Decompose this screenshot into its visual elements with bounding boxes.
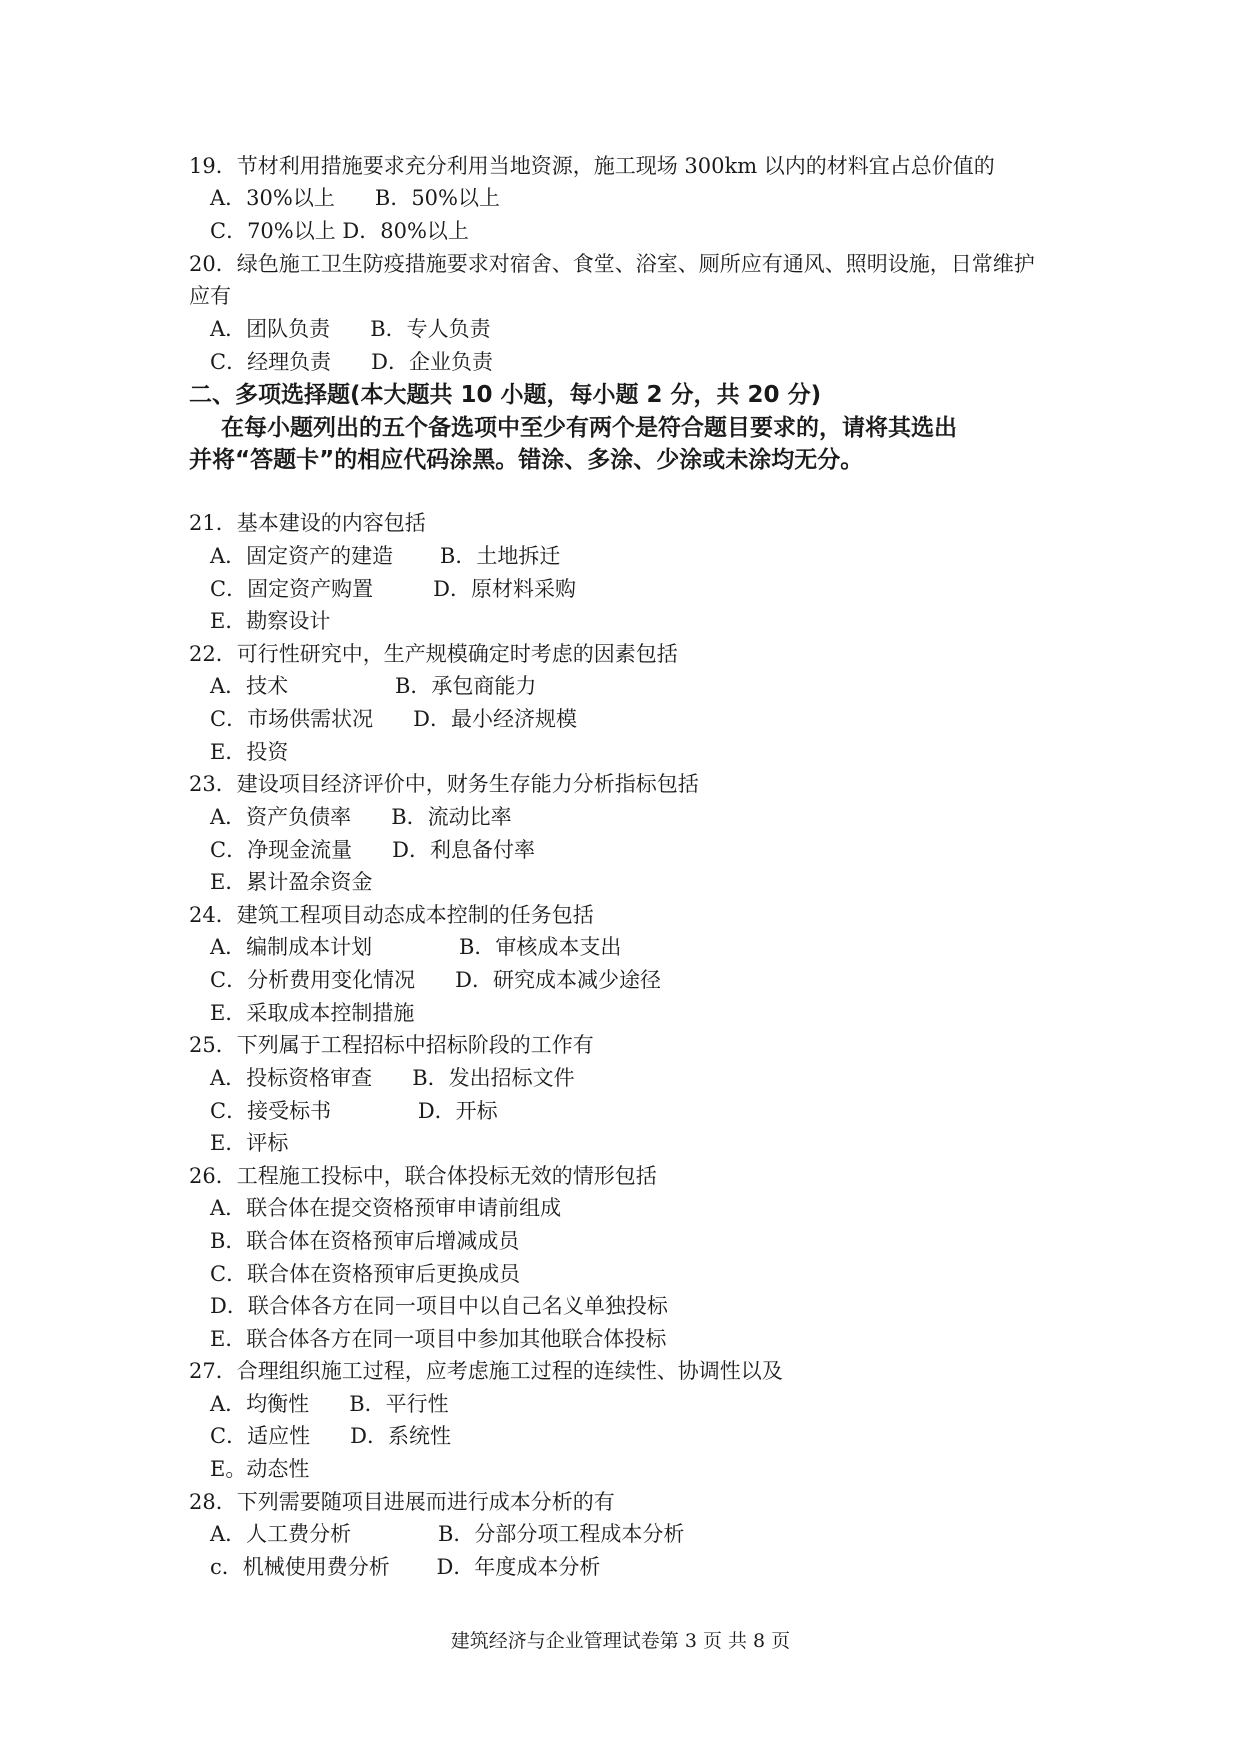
question-19-options-cd: C．70%以上 D．80%以上: [210, 219, 469, 243]
question-21-options-cd: C．固定资产购置 D．原材料采购: [210, 577, 576, 601]
question-27-options-cd: C．适应性 D．系统性: [210, 1424, 451, 1448]
question-24-option-e: E．采取成本控制措施: [210, 1001, 415, 1025]
question-28-options-cd: c．机械使用费分析 D．年度成本分析: [210, 1555, 601, 1579]
question-24-options-ab: A．编制成本计划 B．审核成本支出: [210, 935, 622, 959]
question-21-stem: 21．基本建设的内容包括: [189, 511, 426, 535]
question-22-options-ab: A．技术 B．承包商能力: [210, 674, 537, 698]
question-21-options-ab: A．固定资产的建造 B．土地拆迁: [210, 544, 561, 568]
page-footer: 建筑经济与企业管理试卷第 3 页 共 8 页: [450, 1630, 791, 1652]
question-23-options-ab: A．资产负债率 B．流动比率: [210, 805, 512, 829]
section-2-instruction: 在每小题列出的五个备选项中至少有两个是符合题目要求的，请将其选出: [189, 415, 958, 441]
question-26-option-b: B．联合体在资格预审后增减成员: [210, 1229, 520, 1253]
question-23-stem: 23．建设项目经济评价中，财务生存能力分析指标包括: [189, 772, 699, 796]
question-25-options-cd: C．接受标书 D．开标: [210, 1099, 498, 1123]
question-27-options-ab: A．均衡性 B．平行性: [210, 1392, 449, 1416]
question-19-options-ab: A．30%以上 B．50%以上: [210, 186, 501, 210]
question-24-stem: 24．建筑工程项目动态成本控制的任务包括: [189, 903, 594, 927]
question-26-option-d: D．联合体各方在同一项目中以自己名义单独投标: [210, 1294, 668, 1318]
question-25-options-ab: A．投标资格审查 B．发出招标文件: [210, 1066, 575, 1090]
question-20-stem: 20．绿色施工卫生防疫措施要求对宿舍、食堂、浴室、厕所应有通风、照明设施，日常维护: [189, 252, 1035, 276]
question-20-stem-cont: 应有: [189, 284, 231, 308]
question-26-stem: 26．工程施工投标中，联合体投标无效的情形包括: [189, 1164, 657, 1188]
question-21-option-e: E．勘察设计: [210, 609, 331, 633]
question-23-option-e: E．累计盈余资金: [210, 870, 373, 894]
question-22-option-e: E．投资: [210, 740, 289, 764]
question-20-options-ab: A．团队负责 B．专人负责: [210, 317, 491, 341]
question-20-options-cd: C．经理负责 D．企业负责: [210, 350, 493, 374]
section-2-instruction-cont: 并将“答题卡”的相应代码涂黑。错涂、多涂、少涂或未涂均无分。: [189, 447, 864, 473]
question-28-options-ab: A．人工费分析 B．分部分项工程成本分析: [210, 1522, 685, 1546]
question-19-stem: 19．节材利用措施要求充分利用当地资源，施工现场 300km 以内的材料宜占总价值的: [189, 154, 995, 178]
question-23-options-cd: C．净现金流量 D．利息备付率: [210, 838, 535, 862]
question-25-option-e: E．评标: [210, 1131, 289, 1155]
question-26-option-e: E．联合体各方在同一项目中参加其他联合体投标: [210, 1327, 667, 1351]
section-2-title: 二、多项选择题(本大题共 10 小题，每小题 2 分，共 20 分): [189, 382, 822, 408]
question-25-stem: 25．下列属于工程招标中招标阶段的工作有: [189, 1033, 594, 1057]
question-26-option-c: C．联合体在资格预审后更换成员: [210, 1262, 521, 1286]
question-24-options-cd: C．分析费用变化情况 D．研究成本减少途径: [210, 968, 661, 992]
question-27-stem: 27．合理组织施工过程，应考虑施工过程的连续性、协调性以及: [189, 1359, 783, 1383]
question-28-stem: 28．下列需要随项目进展而进行成本分析的有: [189, 1490, 615, 1514]
question-26-option-a: A．联合体在提交资格预审申请前组成: [210, 1196, 562, 1220]
question-22-options-cd: C．市场供需状况 D．最小经济规模: [210, 707, 577, 731]
question-22-stem: 22．可行性研究中，生产规模确定时考虑的因素包括: [189, 642, 678, 666]
question-27-option-e: E。动态性: [210, 1457, 310, 1481]
